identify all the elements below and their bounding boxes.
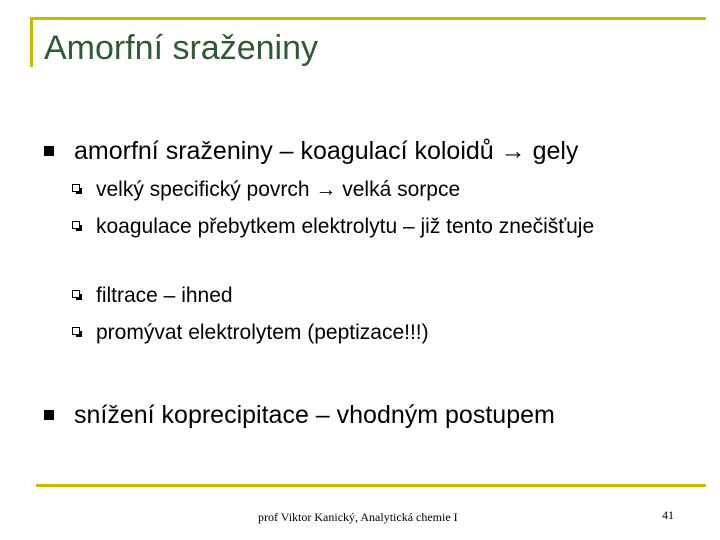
- title-frame-top-line: [30, 17, 706, 20]
- box-bullet-icon: [72, 327, 80, 335]
- footer-text: prof Viktor Kanický, Analytická chemie I: [258, 510, 458, 524]
- bullet-text: amorfní sraženiny – koagulací koloidů → gely: [74, 137, 579, 165]
- sub-bullet-text: velký specifický povrch → velká sorpce: [96, 178, 461, 201]
- box-bullet-icon: [72, 184, 80, 192]
- box-bullet-icon: [72, 290, 80, 298]
- footer-rule: [36, 484, 706, 487]
- title-frame-left-line: [30, 17, 33, 67]
- square-bullet-icon: [44, 146, 54, 156]
- sub-bullet-text: promývat elektrolytem (peptizace!!!): [96, 321, 429, 344]
- sub-bullet-text: koagulace přebytkem elektrolytu – již tento znečišťuje: [96, 215, 595, 238]
- bullet-text: snížení koprecipitace – vhodným postupem: [74, 401, 555, 429]
- slide-title: Amorfní sraženiny: [44, 29, 318, 67]
- square-bullet-icon: [44, 410, 54, 420]
- page-number: 41: [662, 508, 674, 522]
- box-bullet-icon: [72, 221, 80, 229]
- sub-bullet-text: filtrace – ihned: [96, 284, 233, 307]
